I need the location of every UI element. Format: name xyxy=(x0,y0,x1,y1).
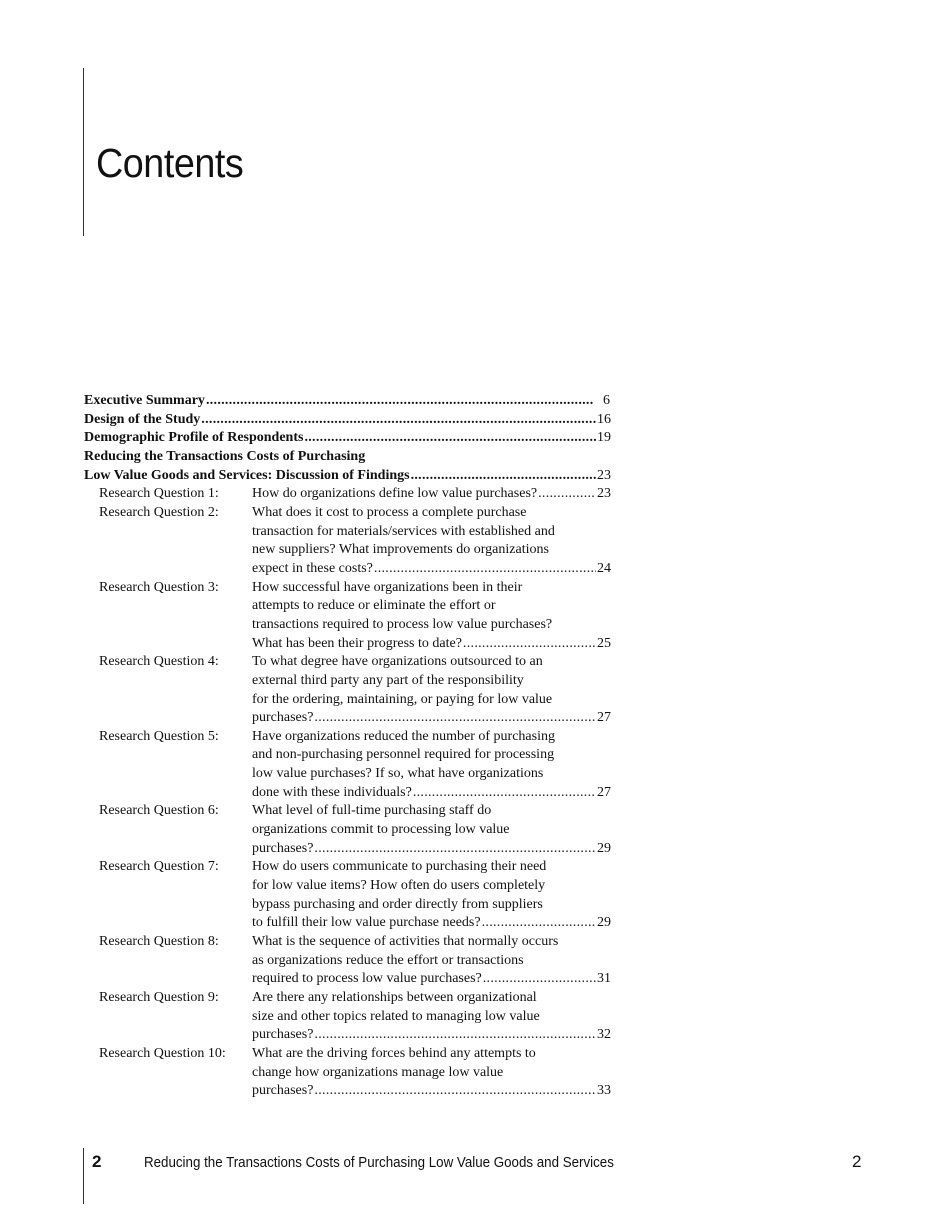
toc-entry-research-question[interactable] xyxy=(84,485,611,504)
page-number: 29 xyxy=(597,915,611,931)
toc-entry-research-question[interactable] xyxy=(84,728,611,803)
research-question-line: purchases? xyxy=(252,710,314,726)
research-question-line: organizations commit to processing low value xyxy=(252,822,510,838)
page-number: 23 xyxy=(597,486,611,502)
toc-entry-research-question[interactable] xyxy=(84,989,611,1045)
research-question-line: What is the sequence of activities that normally occurs xyxy=(252,934,559,950)
research-question-label: Research Question 4: xyxy=(99,654,219,670)
research-question-line: for low value items? How often do users completely xyxy=(252,878,546,894)
research-question-line: external third party any part of the responsibility xyxy=(252,672,524,688)
research-question-line: for the ordering, maintaining, or paying for low value xyxy=(252,691,553,707)
toc-entry-research-question[interactable] xyxy=(84,1045,611,1101)
toc-entry-findings-line1[interactable]: Reducing the Transactions Costs of Purchasing xyxy=(84,448,366,464)
research-question-line: attempts to reduce or eliminate the effort or xyxy=(252,598,496,614)
page-number: 25 xyxy=(597,635,611,651)
page-title: Contents xyxy=(96,140,244,186)
research-question-text xyxy=(252,1045,611,1101)
research-question-text xyxy=(252,933,611,989)
research-question-line: required to process low value purchases? xyxy=(252,971,482,987)
research-question-label: Research Question 6: xyxy=(99,803,219,819)
research-question-line: purchases? xyxy=(252,1083,314,1099)
research-question-text xyxy=(252,858,611,933)
page-number: 31 xyxy=(597,971,611,987)
research-question-line: What has been their progress to date? xyxy=(252,635,462,651)
toc-entry-research-question[interactable] xyxy=(84,933,611,989)
toc-entry-research-question[interactable] xyxy=(84,858,611,933)
left-margin-rule-top xyxy=(83,68,84,236)
research-question-label: Research Question 8: xyxy=(99,934,219,950)
research-question-text xyxy=(252,653,611,728)
research-question-line: and non-purchasing personnel required for processing xyxy=(252,747,555,763)
toc-entry-findings[interactable]: Low Value Goods and Services: Discussion of Findings ..... 23 xyxy=(84,467,611,486)
research-question-line: change how organizations manage low value xyxy=(252,1064,504,1080)
toc-entry-research-question[interactable] xyxy=(84,504,611,579)
page-number: 27 xyxy=(597,710,611,726)
research-question-line: size and other topics related to managing low value xyxy=(252,1008,540,1024)
research-question-label: Research Question 2: xyxy=(99,504,219,520)
research-question-line: To what degree have organizations outsourced to an xyxy=(252,654,543,670)
toc-entry-research-question[interactable] xyxy=(84,653,611,728)
research-question-line: to fulfill their low value purchase needs? xyxy=(252,915,481,931)
research-question-label: Research Question 10: xyxy=(99,1045,226,1061)
research-question-line: as organizations reduce the effort or transactions xyxy=(252,952,524,968)
research-question-label: Research Question 9: xyxy=(99,990,219,1005)
research-question-line: Are there any relationships between organizational xyxy=(252,990,537,1005)
left-margin-rule-bottom xyxy=(83,1148,84,1204)
toc-entry-research-question[interactable] xyxy=(84,802,611,858)
research-question-label: Research Question 1: xyxy=(99,486,219,502)
page-number: 33 xyxy=(597,1083,611,1099)
research-question-text xyxy=(252,504,611,579)
page-number: 32 xyxy=(597,1027,611,1043)
research-question-label: Research Question 3: xyxy=(99,579,219,595)
page-number: 29 xyxy=(597,840,611,856)
table-of-contents xyxy=(84,392,611,1101)
research-question-line: What does it cost to process a complete purchase xyxy=(252,504,527,520)
research-question-line: How successful have organizations been in their xyxy=(252,579,523,595)
research-question-line: low value purchases? If so, what have organizations xyxy=(252,766,544,782)
research-question-list xyxy=(84,485,611,1101)
research-question-text xyxy=(252,485,611,504)
research-question-text xyxy=(252,802,611,858)
toc-entry-demographic-profile[interactable]: Demographic Profile of Respondents ..... 19 xyxy=(84,429,611,448)
research-question-line: transaction for materials/services with established and xyxy=(252,523,555,539)
research-question-line: Have organizations reduced the number of purchasing xyxy=(252,728,555,744)
research-question-line: What are the driving forces behind any attempts to xyxy=(252,1045,536,1061)
research-question-line: transactions required to process low value purchases? xyxy=(252,616,553,632)
research-question-line: purchases? xyxy=(252,840,314,856)
research-question-line: new suppliers? What improvements do organizations xyxy=(252,542,549,558)
toc-entry-executive-summary[interactable]: Executive Summary ..... 6 xyxy=(84,392,611,411)
research-question-line: done with these individuals? xyxy=(252,784,412,800)
footer-page-number-right: 2 xyxy=(852,1152,862,1171)
toc-entry-research-question[interactable] xyxy=(84,579,611,654)
footer-running-title: Reducing the Transactions Costs of Purchasing Low Value Goods and Services xyxy=(144,1155,614,1171)
research-question-line: What level of full-time purchasing staff do xyxy=(252,803,492,819)
research-question-label: Research Question 7: xyxy=(99,859,219,875)
research-question-label: Research Question 5: xyxy=(99,728,219,744)
page-number: 24 xyxy=(597,560,611,576)
research-question-text xyxy=(252,579,611,654)
research-question-line: purchases? xyxy=(252,1027,314,1043)
toc-entry-design-of-study[interactable]: Design of the Study ..... 16 xyxy=(84,411,611,430)
footer-page-number-left: 2 xyxy=(92,1152,102,1171)
research-question-line: expect in these costs? xyxy=(252,560,373,576)
page-number: 27 xyxy=(597,784,611,800)
research-question-text xyxy=(252,989,611,1045)
research-question-line: How do organizations define low value purchases? xyxy=(252,486,538,502)
research-question-text xyxy=(252,728,611,803)
research-question-line: bypass purchasing and order directly from suppliers xyxy=(252,896,543,912)
research-question-line: How do users communicate to purchasing their need xyxy=(252,859,547,875)
